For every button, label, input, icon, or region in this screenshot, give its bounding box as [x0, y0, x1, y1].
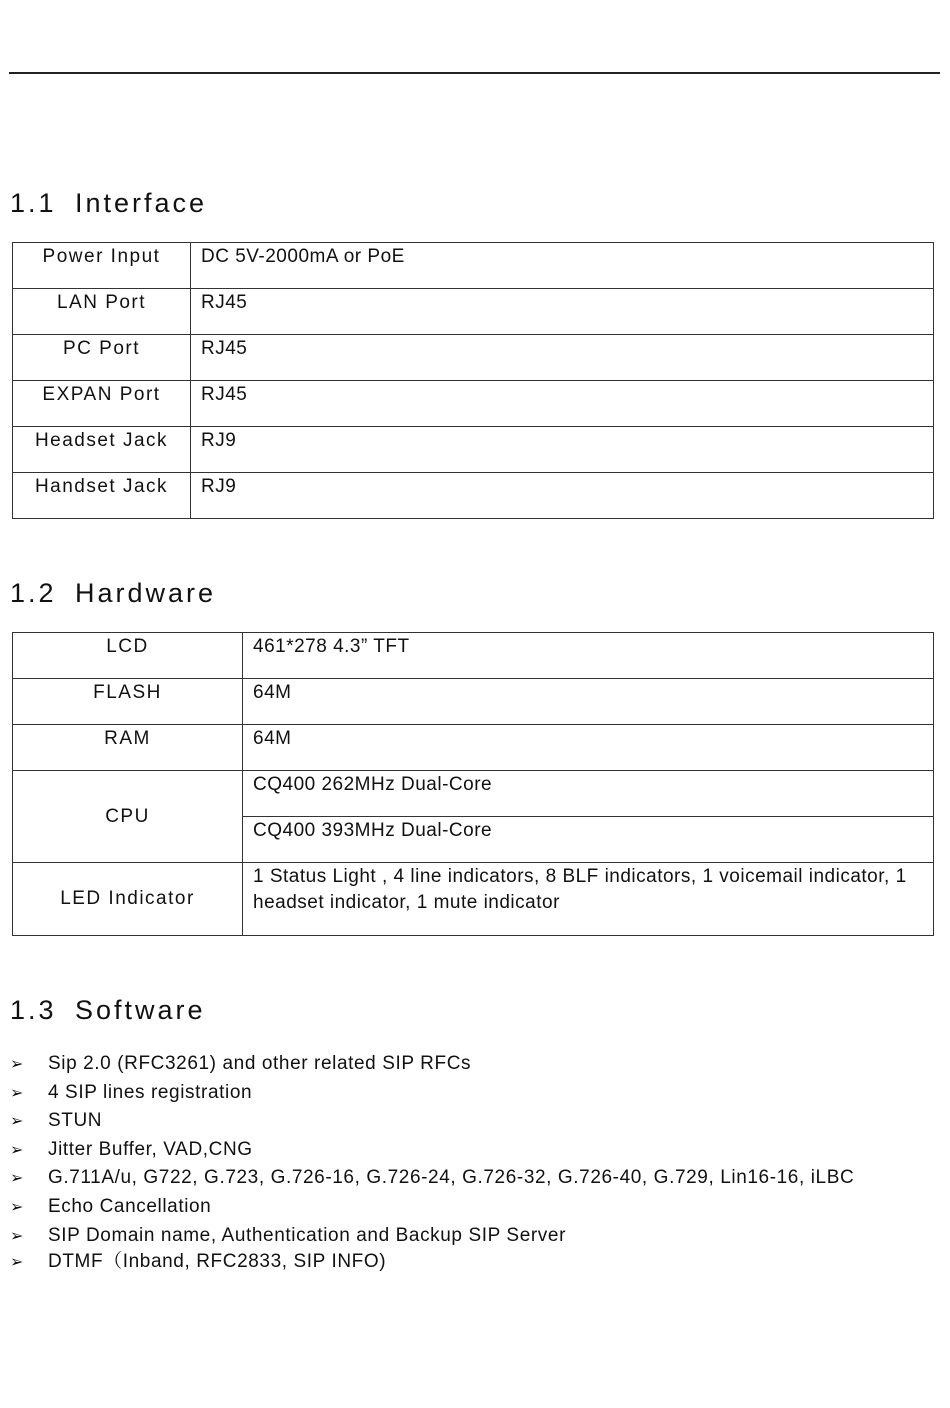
row-label: LAN Port: [13, 289, 191, 335]
list-item: [10, 1222, 854, 1251]
section-heading-software: [10, 995, 206, 1026]
list-item: [10, 1107, 854, 1136]
row-value: CQ400 262MHz Dual-Core: [243, 771, 934, 817]
table-row: [13, 243, 934, 289]
software-feature-list: [10, 1050, 854, 1274]
table-row: [13, 863, 934, 936]
list-item: [10, 1079, 854, 1108]
table-row: [13, 335, 934, 381]
row-value: RJ9: [191, 427, 934, 473]
list-item-text: DTMF（Inband, RFC2833, SIP INFO): [48, 1251, 387, 1273]
list-item: [10, 1250, 854, 1274]
list-item-text: SIP Domain name, Authentication and Backup SIP Server: [48, 1224, 566, 1246]
list-item-text: G.711A/u, G722, G.723, G.726-16, G.726-24, G.726-32, G.726-40, G.729, Lin16-16, iLBC: [48, 1167, 855, 1189]
arrow-bullet-icon: ➢: [10, 1056, 25, 1073]
row-value: RJ45: [191, 381, 934, 427]
section-title: Software: [75, 995, 206, 1025]
arrow-bullet-icon: ➢: [10, 1227, 25, 1245]
section-number: 1.2: [10, 578, 57, 608]
row-label: Power Input: [13, 243, 191, 289]
row-value: DC 5V-2000mA or PoE: [191, 243, 934, 289]
list-item: [10, 1193, 854, 1222]
row-value: RJ45: [191, 335, 934, 381]
table-row: [13, 473, 934, 519]
table-row: [13, 289, 934, 335]
row-value: 1 Status Light , 4 line indicators, 8 BLF indicators, 1 voicemail indicator, 1 headset indicator, 1 mute indicator: [243, 863, 934, 936]
section-heading-interface: [10, 188, 207, 219]
list-item-text: STUN: [48, 1110, 103, 1132]
section-title: Hardware: [75, 578, 217, 608]
table-row: [13, 381, 934, 427]
row-label: LCD: [13, 633, 243, 679]
row-value: 461*278 4.3” TFT: [243, 633, 934, 679]
row-value: RJ45: [191, 289, 934, 335]
row-label: Handset Jack: [13, 473, 191, 519]
row-label: CPU: [13, 771, 243, 863]
header-rule: [9, 72, 940, 74]
list-item: [10, 1050, 854, 1079]
arrow-bullet-icon: ➢: [10, 1198, 25, 1216]
section-heading-hardware: [10, 578, 216, 609]
row-label: FLASH: [13, 679, 243, 725]
row-label: Headset Jack: [13, 427, 191, 473]
arrow-bullet-icon: ➢: [10, 1084, 25, 1102]
table-row: [13, 771, 934, 817]
row-value: RJ9: [191, 473, 934, 519]
arrow-bullet-icon: ➢: [10, 1141, 25, 1159]
list-item-text: Jitter Buffer, VAD,CNG: [48, 1138, 253, 1160]
table-row: [13, 633, 934, 679]
section-number: 1.3: [10, 995, 57, 1025]
table-row: [13, 679, 934, 725]
row-value: 64M: [243, 679, 934, 725]
table-row: [13, 427, 934, 473]
row-label: RAM: [13, 725, 243, 771]
table-row: [13, 725, 934, 771]
row-value: 64M: [243, 725, 934, 771]
list-item-text: 4 SIP lines registration: [48, 1081, 253, 1103]
section-number: 1.1: [10, 188, 57, 218]
hardware-table: [12, 632, 934, 936]
list-item: [10, 1136, 854, 1165]
list-item: [10, 1164, 854, 1193]
list-item-text: Echo Cancellation: [48, 1195, 212, 1217]
row-value: CQ400 393MHz Dual-Core: [243, 817, 934, 863]
interface-table: [12, 242, 934, 519]
arrow-bullet-icon: ➢: [10, 1254, 25, 1272]
arrow-bullet-icon: ➢: [10, 1170, 25, 1188]
arrow-bullet-icon: ➢: [10, 1113, 25, 1131]
row-label: LED Indicator: [13, 863, 243, 936]
section-title: Interface: [75, 188, 208, 218]
row-label: EXPAN Port: [13, 381, 191, 427]
list-item-text: Sip 2.0 (RFC3261) and other related SIP RFCs: [48, 1053, 472, 1074]
row-label: PC Port: [13, 335, 191, 381]
